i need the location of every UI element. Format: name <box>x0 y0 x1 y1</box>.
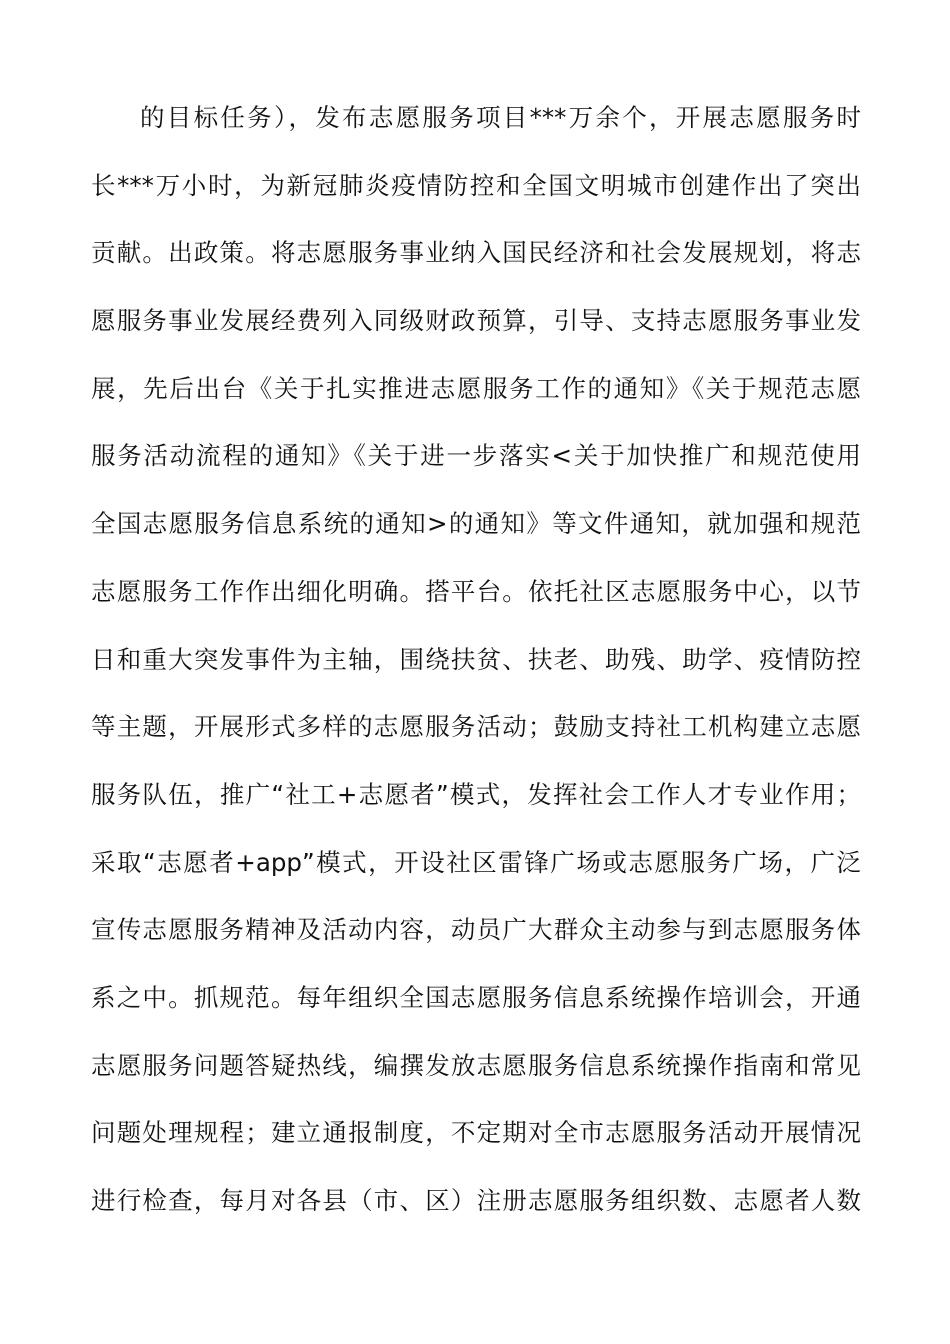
text-line: 展，先后出台《关于扎实推进志愿服务工作的通知》《关于规范志愿 <box>91 373 861 403</box>
text-line: 系之中。抓规范。每年组织全国志愿服务信息系统操作培训会，开通 <box>91 982 861 1012</box>
text-line: 问题处理规程；建立通报制度，不定期对全市志愿服务活动开展情况 <box>91 1118 861 1148</box>
text-line: 采取“志愿者+app”模式，开设社区雷锋广场或志愿服务广场，广泛 <box>91 847 861 877</box>
text-line: 全国志愿服务信息系统的通知>的通知》等文件通知，就加强和规范 <box>91 509 861 539</box>
text-line: 志愿服务工作作出细化明确。搭平台。依托社区志愿服务中心，以节 <box>91 576 861 606</box>
text-line: 贡献。出政策。将志愿服务事业纳入国民经济和社会发展规划，将志 <box>91 238 861 268</box>
text-line: 宣传志愿服务精神及活动内容，动员广大群众主动参与到志愿服务体 <box>91 915 861 945</box>
body-text <box>91 94 861 1245</box>
text-line: 的目标任务），发布志愿服务项目***万余个，开展志愿服务时 <box>140 103 861 132</box>
text-line: 等主题，开展形式多样的志愿服务活动；鼓励支持社工机构建立志愿 <box>91 712 861 742</box>
text-line: 愿服务事业发展经费列入同级财政预算，引导、支持志愿服务事业发 <box>91 306 861 336</box>
text-line: 日和重大突发事件为主轴，围绕扶贫、扶老、助残、助学、疫情防控 <box>91 644 861 674</box>
text-line: 服务队伍，推广“社工+志愿者”模式，发挥社会工作人才专业作用； <box>91 779 861 809</box>
text-line: 进行检查，每月对各县（市、区）注册志愿服务组织数、志愿者人数 <box>91 1186 861 1215</box>
text-line: 长***万小时，为新冠肺炎疫情防控和全国文明城市创建作出了突出 <box>91 170 861 200</box>
text-line: 服务活动流程的通知》《关于进一步落实<关于加快推广和规范使用 <box>91 441 861 471</box>
text-line: 志愿服务问题答疑热线，编撰发放志愿服务信息系统操作指南和常见 <box>91 1050 861 1080</box>
